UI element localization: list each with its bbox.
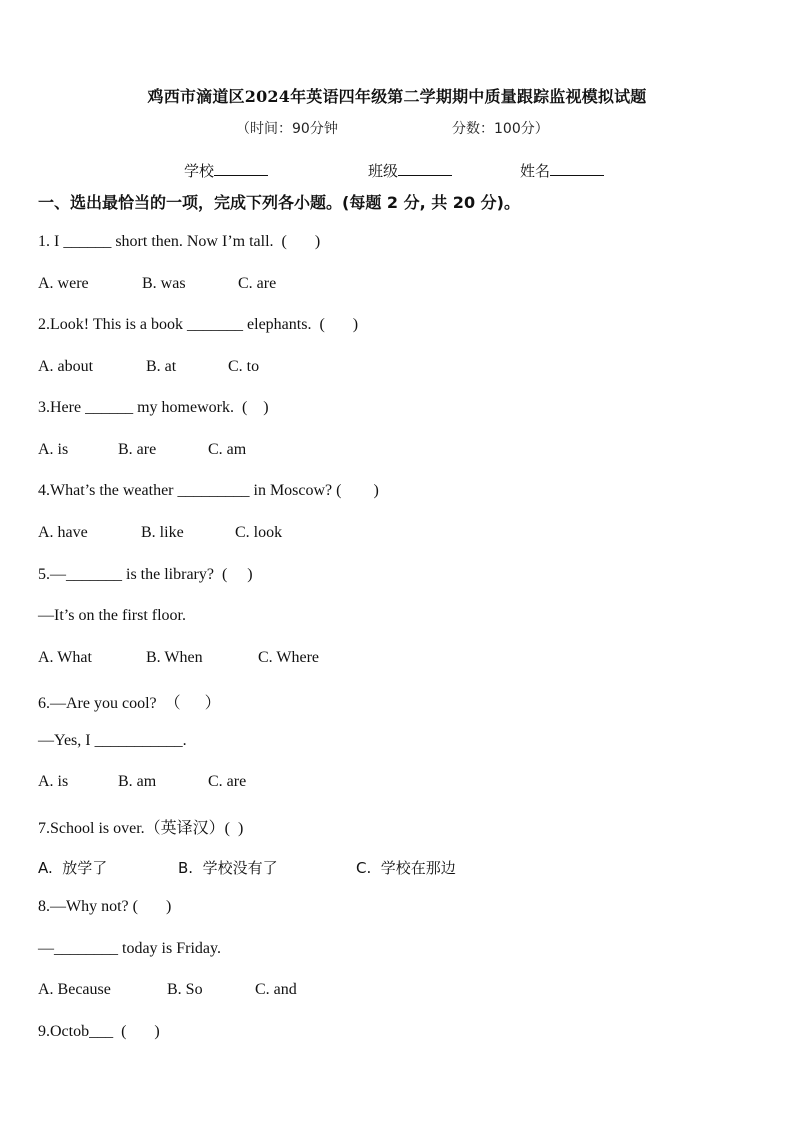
question-6-answer-line: —Yes, I ___________. <box>38 732 187 749</box>
time-note: （时间：90分钟 <box>236 121 338 137</box>
question-6-option-a: A. is <box>38 773 69 790</box>
school-label: 学校 <box>184 162 215 180</box>
question-8-stem: 8.—Why not? ( ) <box>38 898 172 915</box>
question-5-option-c: C. Where <box>258 649 320 666</box>
question-6-option-b: B. am <box>118 773 157 790</box>
class-blank <box>398 161 452 176</box>
school-blank <box>214 161 268 176</box>
question-1-option-c: C. are <box>238 275 277 292</box>
question-8-option-c: C. and <box>255 981 297 998</box>
question-5-option-a: A. What <box>38 649 92 666</box>
question-1-option-a: A. were <box>38 275 89 292</box>
question-2-option-a: A. about <box>38 358 94 375</box>
question-3-option-c: C. am <box>208 441 247 458</box>
question-3-option-a: A. is <box>38 441 69 458</box>
class-field <box>368 160 452 181</box>
exam-title: 鸡西市滴道区2024年英语四年级第二学期期中质量跟踪监视模拟试题 <box>147 87 647 106</box>
question-8-option-b: B. So <box>167 981 203 998</box>
class-label: 班级 <box>368 162 399 180</box>
name-label: 姓名 <box>520 162 551 180</box>
question-7-option-b: B. 学校没有了 <box>178 859 278 877</box>
question-4-option-b: B. like <box>141 524 184 541</box>
question-8-option-a: A. Because <box>38 981 111 998</box>
question-6-option-c: C. are <box>208 773 247 790</box>
question-7-stem: 7.School is over.（英译汉）( ) <box>38 820 244 837</box>
name-field <box>520 160 604 181</box>
question-5-option-b: B. When <box>146 649 203 666</box>
question-7-option-c: C. 学校在那边 <box>356 859 456 877</box>
question-5-stem: 5.—_______ is the library? ( ) <box>38 566 253 583</box>
question-4-option-a: A. have <box>38 524 88 541</box>
question-1-option-b: B. was <box>142 275 186 292</box>
section-heading: 一、选出最恰当的一项，完成下列各小题。(每题 2 分, 共 20 分)。 <box>38 193 520 212</box>
question-2-option-b: B. at <box>146 358 177 375</box>
question-7-option-a: A. 放学了 <box>38 859 108 877</box>
question-8-answer-line: —________ today is Friday. <box>38 940 221 957</box>
question-9-stem: 9.Octob___ ( ) <box>38 1023 160 1040</box>
question-3-stem: 3.Here ______ my homework. ( ) <box>38 399 269 416</box>
score-note: 分数：100分） <box>452 121 549 137</box>
question-5-answer-line: —It’s on the first floor. <box>38 607 186 624</box>
question-4-option-c: C. look <box>235 524 283 541</box>
question-6-stem: 6.—Are you cool? （ ） <box>38 695 221 712</box>
name-blank <box>550 161 604 176</box>
question-1-stem: 1. I ______ short then. Now I’m tall. ( ) <box>38 233 321 250</box>
question-2-stem: 2.Look! This is a book _______ elephants. ( ) <box>38 316 359 333</box>
question-4-stem: 4.What’s the weather _________ in Moscow? ( ) <box>38 482 379 499</box>
question-3-option-b: B. are <box>118 441 157 458</box>
question-2-option-c: C. to <box>228 358 260 375</box>
school-field <box>184 160 268 181</box>
